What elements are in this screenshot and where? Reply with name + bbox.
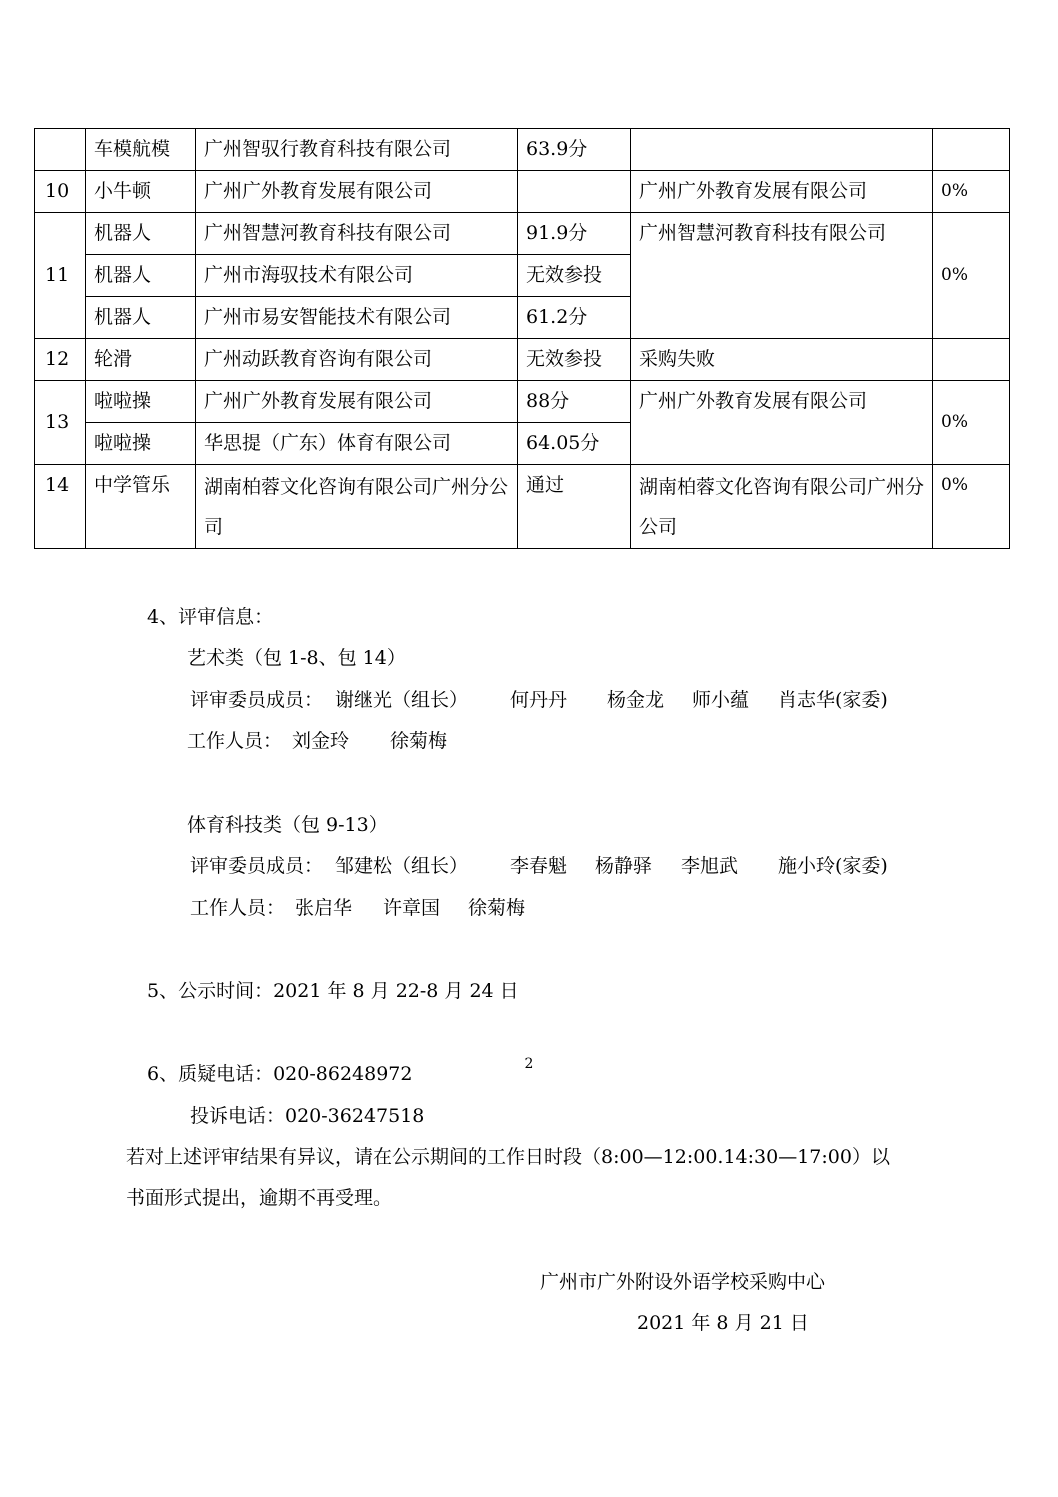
rate: 0%	[933, 381, 1010, 465]
bidder-company: 湖南柏蓉文化咨询有限公司广州分公司	[196, 465, 518, 549]
committee-member: 杨金龙	[607, 689, 665, 711]
winning-company: 广州广外教育发展有限公司	[631, 381, 933, 465]
results-table	[34, 128, 1010, 549]
objection-text-line2: 书面形式提出，逾期不再受理。	[126, 1187, 393, 1209]
bidder-company: 广州广外教育发展有限公司	[196, 381, 518, 423]
staff-member: 许章国	[383, 897, 441, 919]
table-row	[35, 213, 1010, 255]
package-item: 小牛顿	[86, 171, 196, 213]
package-item: 啦啦操	[86, 381, 196, 423]
table-row	[35, 171, 1010, 213]
committee-member: 师小蕴	[692, 689, 750, 711]
bidder-company: 广州智驭行教育科技有限公司	[196, 129, 518, 171]
bidder-company: 广州智慧河教育科技有限公司	[196, 213, 518, 255]
bid-score	[518, 171, 631, 213]
package-item: 机器人	[86, 255, 196, 297]
staff-member: 刘金玲	[292, 730, 350, 752]
signature-date: 2021 年 8 月 21 日	[637, 1312, 809, 1334]
rate	[933, 129, 1010, 171]
bidder-company: 广州广外教育发展有限公司	[196, 171, 518, 213]
signature-org: 广州市广外附设外语学校采购中心	[540, 1271, 826, 1293]
winning-company: 采购失败	[631, 339, 933, 381]
bid-score: 通过	[518, 465, 631, 549]
committee-member: 肖志华(家委)	[778, 689, 888, 711]
bid-score: 无效参投	[518, 339, 631, 381]
rate: 0%	[933, 213, 1010, 339]
package-item: 啦啦操	[86, 423, 196, 465]
committee-member: 邹建松（组长）	[335, 855, 469, 877]
sports-staff-label: 工作人员：	[190, 897, 286, 919]
package-item: 车模航模	[86, 129, 196, 171]
arts-committee-label: 评审委员成员：	[190, 689, 324, 711]
table-row	[35, 465, 1010, 549]
committee-member: 谢继光（组长）	[335, 689, 469, 711]
staff-member: 徐菊梅	[468, 897, 526, 919]
bid-score: 63.9分	[518, 129, 631, 171]
package-item: 中学管乐	[86, 465, 196, 549]
table-row	[35, 381, 1010, 423]
committee-member: 李春魁	[510, 855, 568, 877]
package-item: 机器人	[86, 297, 196, 339]
rate	[933, 339, 1010, 381]
winning-company: 广州广外教育发展有限公司	[631, 171, 933, 213]
arts-staff-label: 工作人员：	[187, 730, 283, 752]
committee-member: 何丹丹	[510, 689, 568, 711]
package-number	[35, 129, 86, 171]
bid-score: 64.05分	[518, 423, 631, 465]
committee-member: 李旭武	[681, 855, 739, 877]
bidder-company: 广州市易安智能技术有限公司	[196, 297, 518, 339]
committee-member: 施小玲(家委)	[778, 855, 888, 877]
winning-company	[631, 129, 933, 171]
winning-company: 湖南柏蓉文化咨询有限公司广州分公司	[631, 465, 933, 549]
staff-member: 徐菊梅	[390, 730, 448, 752]
query-phone: 6、质疑电话：020-86248972	[147, 1063, 413, 1085]
rate: 0%	[933, 465, 1010, 549]
page-number: 2	[524, 1056, 534, 1072]
sports-title: 体育科技类（包 9-13）	[187, 814, 388, 836]
bidder-company: 广州动跃教育咨询有限公司	[196, 339, 518, 381]
staff-member: 张启华	[295, 897, 353, 919]
bidder-company: 华思提（广东）体育有限公司	[196, 423, 518, 465]
package-item: 轮滑	[86, 339, 196, 381]
package-number: 10	[35, 171, 86, 213]
bid-score: 61.2分	[518, 297, 631, 339]
table-row	[35, 129, 1010, 171]
bid-score: 无效参投	[518, 255, 631, 297]
package-number: 12	[35, 339, 86, 381]
package-number: 13	[35, 381, 86, 465]
package-item: 机器人	[86, 213, 196, 255]
arts-title: 艺术类（包 1-8、包 14）	[187, 647, 406, 669]
objection-text-line1: 若对上述评审结果有异议，请在公示期间的工作日时段（8:00—12:00.14:30—17:00）以	[126, 1146, 890, 1168]
package-number: 11	[35, 213, 86, 339]
package-number: 14	[35, 465, 86, 549]
complaint-phone: 投诉电话：020-36247518	[190, 1105, 425, 1127]
rate: 0%	[933, 171, 1010, 213]
sports-committee-label: 评审委员成员：	[190, 855, 324, 877]
bidder-company: 广州市海驭技术有限公司	[196, 255, 518, 297]
table-row	[35, 339, 1010, 381]
committee-member: 杨静驿	[595, 855, 653, 877]
review-heading: 4、评审信息：	[147, 606, 274, 628]
bid-score: 91.9分	[518, 213, 631, 255]
bid-score: 88分	[518, 381, 631, 423]
publicity-period: 5、公示时间：2021 年 8 月 22-8 月 24 日	[147, 980, 519, 1002]
winning-company: 广州智慧河教育科技有限公司	[631, 213, 933, 339]
